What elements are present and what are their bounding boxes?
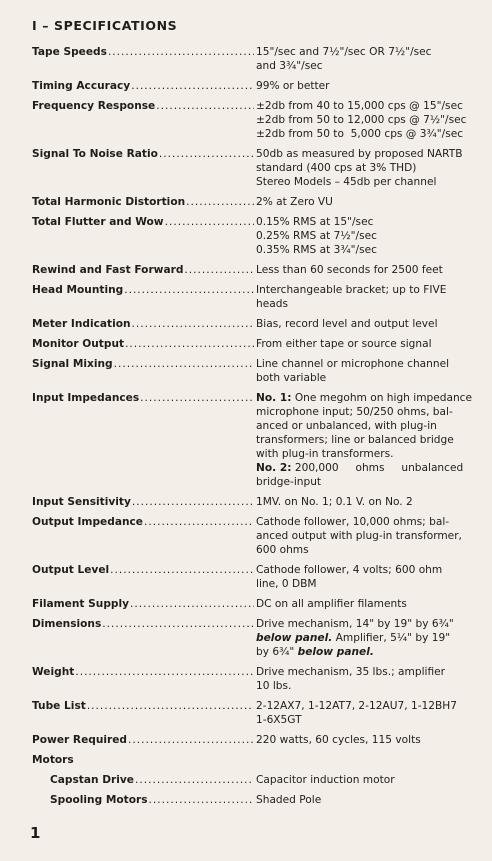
spec-label: Dimensions ..... xyxy=(32,617,254,631)
spec-list xyxy=(32,45,478,385)
spec-label: Total Harmonic Distortion ..... xyxy=(32,195,254,209)
spec-value: 50db as measured by proposed NARTB standard (400 cps at 3% THD) Stereo Models – 45db per channel xyxy=(256,148,463,188)
spec-row xyxy=(32,215,478,257)
spec-row xyxy=(32,45,478,73)
spec-value: Cathode follower, 4 volts; 600 ohm line, 0 DBM xyxy=(256,564,443,590)
spec-label: Tape Speeds ..... xyxy=(32,45,254,59)
spec-row xyxy=(32,665,478,693)
spec-label: Timing Accuracy ..... xyxy=(32,79,254,93)
spec-row xyxy=(32,147,478,189)
spec-row-input-impedances xyxy=(32,391,478,489)
spec-value: ±2db from 40 to 15,000 cps @ 15"/sec ±2db from 50 to 12,000 cps @ 7½"/sec ±2db from 50 to 5,000 cps @ 3¾"/sec xyxy=(256,100,467,140)
spec-label: Weight ..... xyxy=(32,665,254,679)
spec-value: Bias, record level and output level xyxy=(256,318,438,330)
spec-value: Line channel or microphone channel both variable xyxy=(256,358,450,384)
spec-label: Input Sensitivity ..... xyxy=(32,495,254,509)
spec-row xyxy=(32,563,478,591)
spec-row xyxy=(32,195,478,209)
spec-label: Signal To Noise Ratio ..... xyxy=(32,147,254,161)
spec-label: Input Impedances ..... xyxy=(32,391,254,405)
spec-row xyxy=(32,515,478,557)
spec-row xyxy=(32,317,478,331)
spec-value: 1MV. on No. 1; 0.1 V. on No. 2 xyxy=(256,496,413,508)
spec-row xyxy=(32,337,478,351)
no2-prefix: No. 2: xyxy=(256,462,292,474)
spec-value: 0.15% RMS at 15"/sec 0.25% RMS at 7½"/sec 0.35% RMS at 3¾"/sec xyxy=(256,216,377,256)
spec-label: Monitor Output ..... xyxy=(32,337,254,351)
no1-prefix: No. 1: xyxy=(256,392,292,404)
spec-row xyxy=(32,263,478,277)
spec-label: Output Impedance ..... xyxy=(32,515,254,529)
spec-value: DC on all amplifier filaments xyxy=(256,598,407,610)
spec-row xyxy=(32,773,478,787)
spec-label: Meter Indication ..... xyxy=(32,317,254,331)
spec-value: Shaded Pole xyxy=(256,794,322,806)
spec-value: Capacitor induction motor xyxy=(256,774,395,786)
spec-row xyxy=(32,597,478,611)
spec-row xyxy=(32,283,478,311)
spec-label: Tube List ..... xyxy=(32,699,254,713)
spec-label: Total Flutter and Wow ..... xyxy=(32,215,254,229)
motors-heading: Motors xyxy=(32,754,74,766)
spec-row xyxy=(32,99,478,141)
spec-label: Frequency Response ..... xyxy=(32,99,254,113)
spec-label: Filament Supply ..... xyxy=(32,597,254,611)
spec-list xyxy=(32,665,478,747)
spec-label: Rewind and Fast Forward ..... xyxy=(32,263,254,277)
spec-value: 2% at Zero VU xyxy=(256,196,333,208)
spec-value: Drive mechanism, 35 lbs.; amplifier 10 lbs. xyxy=(256,666,446,692)
spec-value: 220 watts, 60 cycles, 115 volts xyxy=(256,734,421,746)
spec-label: Signal Mixing ..... xyxy=(32,357,254,371)
spec-value: 99% or better xyxy=(256,80,330,92)
spec-value: No. 1: One megohm on high impedance microphone input; 50/250 ohms, bal- anced or unbalanced, with plug-in transformers; line or balanced bridge with plug-in transformers. No. 2: 200,000 ohms unbalanced bridge-input xyxy=(256,392,473,488)
spec-list xyxy=(32,495,478,611)
spec-label: Output Level ..... xyxy=(32,563,254,577)
spec-row xyxy=(32,79,478,93)
spec-row-dimensions xyxy=(32,617,478,659)
spec-row xyxy=(32,699,478,727)
spec-value: Drive mechanism, 14" by 19" by 6¾" below panel. Amplifier, 5¼" by 19" by 6¾" below panel. xyxy=(256,618,454,658)
spec-value: Less than 60 seconds for 2500 feet xyxy=(256,264,443,276)
spec-label: Capstan Drive ..... xyxy=(32,773,254,787)
spec-label: Spooling Motors ..... xyxy=(32,793,254,807)
spec-value: 2-12AX7, 1-12AT7, 2-12AU7, 1-12BH7 1-6X5GT xyxy=(256,700,457,726)
spec-value: Interchangeable bracket; up to FIVE heads xyxy=(256,284,447,310)
spec-row xyxy=(32,357,478,385)
spec-row xyxy=(32,793,478,807)
page-number: 1 xyxy=(30,824,41,842)
spec-label: Head Mounting ..... xyxy=(32,283,254,297)
spec-value: From either tape or source signal xyxy=(256,338,432,350)
spec-value: Cathode follower, 10,000 ohms; bal- anced output with plug-in transformer, 600 ohms xyxy=(256,516,462,556)
spec-row xyxy=(32,733,478,747)
spec-value: 15"/sec and 7½"/sec OR 7½"/sec and 3¾"/sec xyxy=(256,46,432,72)
spec-row xyxy=(32,495,478,509)
spec-label: Power Required ..... xyxy=(32,733,254,747)
motors-list xyxy=(32,773,478,807)
section-title: I – SPECIFICATIONS xyxy=(32,18,178,33)
